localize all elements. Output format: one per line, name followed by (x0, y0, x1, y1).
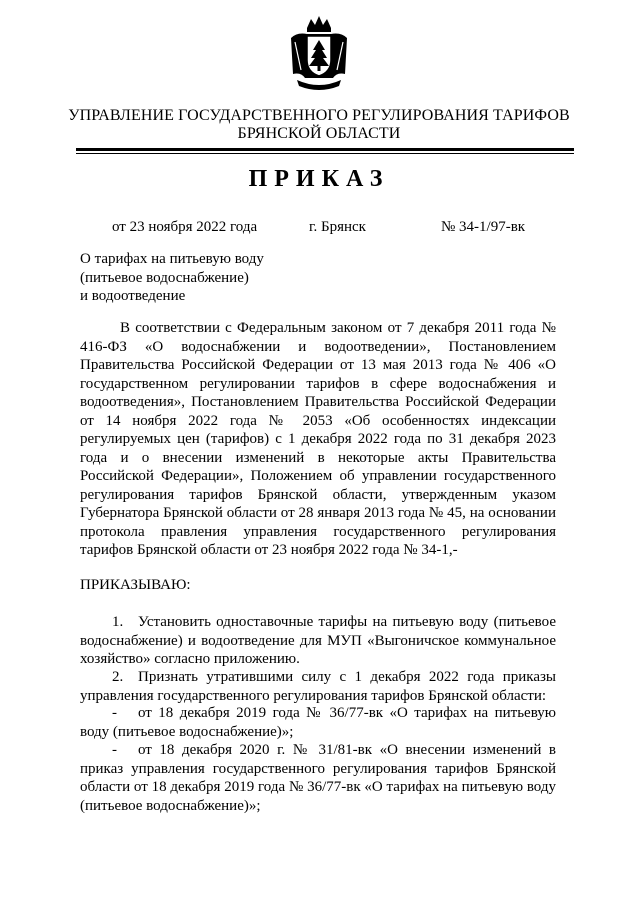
header-rule-thin (76, 153, 574, 154)
item-marker: 1. (112, 614, 124, 630)
subject-line2: (питьевое водоснабжение) (80, 269, 249, 286)
organization-name-line1: УПРАВЛЕНИЕ ГОСУДАРСТВЕННОГО РЕГУЛИРОВАНИЯ ТАРИФОВ (68, 107, 570, 124)
coat-of-arms-icon (287, 14, 351, 90)
item-marker: 2. (112, 669, 124, 685)
subject-line3: и водоотведение (80, 288, 186, 304)
item-marker: - (112, 742, 117, 758)
order-keyword: ПРИКАЗЫВАЮ: (80, 577, 191, 593)
order-subitem (80, 704, 556, 741)
document-title: ПРИКАЗ (248, 166, 390, 192)
item-marker: - (112, 705, 117, 721)
subject-line1: О тарифах на питьевую воду (80, 251, 264, 267)
order-number: № 34-1/97-вк (441, 219, 526, 235)
order-subject (80, 250, 264, 306)
order-subitem (80, 741, 556, 815)
item-text: Признать утратившими силу с 1 декабря 2022 года приказы управления государственного регулирования тарифов Брянской области: (80, 669, 556, 704)
organization-name-line2: БРЯНСКОЙ ОБЛАСТИ (237, 125, 401, 142)
order-item (80, 668, 556, 705)
order-item (80, 613, 556, 669)
preamble-paragraph: В соответствии с Федеральным законом от 7 декабря 2011 года № 416-ФЗ «О водоснабжении и водоотведении», Постановлением Правительства Российской Федерации от 13 мая 2013 года № 406 «О государственном регулировании тарифов в сфере водоснабжения и водоотведения», Постановлением Правительства Российской Федерации от 14 ноября 2022 года № 2053 «Об особенностях индексации регулируемых цен (тарифов) с 1 декабря 2022 года по 31 декабря 2023 года и о внесении изменений в некоторые акты Правительства Российской Федерации», Положением об управлении государственного регулирования тарифов Брянской области, утвержденным указом Губернатора Брянской области от 28 января 2013 года № 45, на основании протокола правления управления государственного регулирования тарифов Брянской области от 23 ноября 2022 года № 34-1,- (80, 320, 556, 558)
order-date: от 23 ноября 2022 года (112, 219, 258, 235)
item-text: от 18 декабря 2020 г. № 31/81-вк «О внесении изменений в приказ управления государственного регулирования тарифов Брянской области от 18 декабря 2019 года № 36/77-вк «О тарифах на питьевую воду (питьевое водоснабжение)»; (80, 742, 556, 814)
item-text: от 18 декабря 2019 года № 36/77-вк «О тарифах на питьевую воду (питьевое водоснабжение)»; (80, 705, 556, 740)
header-rule-thick (76, 148, 574, 151)
order-city: г. Брянск (309, 219, 366, 235)
item-text: Установить одноставочные тарифы на питьевую воду (питьевое водоснабжение) и водоотведение для МУП «Выгоничское коммунальное хозяйство» согласно приложению. (80, 614, 556, 667)
